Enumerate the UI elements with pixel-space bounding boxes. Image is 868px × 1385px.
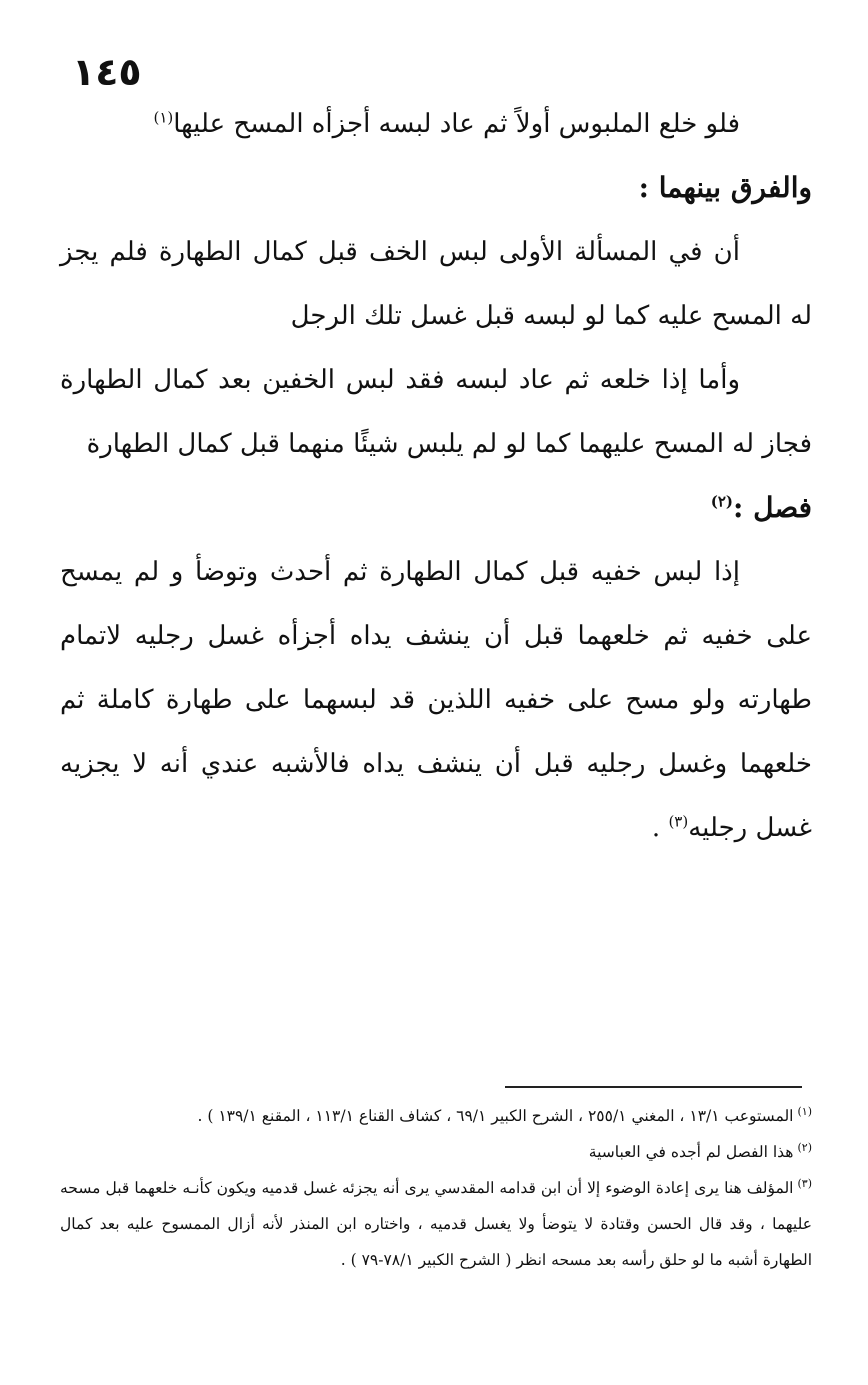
footnote-marker: (١) bbox=[797, 1104, 812, 1118]
footnote-marker: (٣) bbox=[797, 1176, 812, 1190]
footnote-ref-1: (١) bbox=[153, 108, 174, 127]
paragraph-text: فلو خلع الملبوس أولاً ثم عاد لبسه أجزأه المسح عليها bbox=[173, 109, 740, 139]
main-text bbox=[60, 92, 812, 860]
paragraph-1 bbox=[60, 92, 812, 156]
footnote-3 bbox=[60, 1170, 812, 1278]
heading-text: فصل : bbox=[733, 491, 812, 524]
footnotes bbox=[60, 1098, 812, 1278]
section-heading-fasl bbox=[60, 476, 812, 540]
paragraph-text: أن في المسألة الأولى لبس الخف قبل كمال الطهارة فلم يجز له المسح عليه كما لو لبسه قبل غسل تلك الرجل bbox=[60, 237, 812, 331]
section-heading-difference bbox=[60, 156, 812, 220]
page-number: ١٤٥ bbox=[72, 50, 142, 94]
footnote-text: هذا الفصل لم أجده في العباسية bbox=[588, 1143, 794, 1161]
footnote-1 bbox=[60, 1098, 812, 1134]
footnote-marker: (٢) bbox=[797, 1140, 812, 1154]
footnote-2 bbox=[60, 1134, 812, 1170]
footnote-text: المستوعب ١٣/١ ، المغني ٢٥٥/١ ، الشرح الكبير ٦٩/١ ، كشاف القناع ١١٣/١ ، المقنع ١٣٩/١ ) . bbox=[197, 1107, 794, 1125]
paragraph-text: إذا لبس خفيه قبل كمال الطهارة ثم أحدث وتوضأ و لم يمسح على خفيه ثم خلعهما قبل أن ينشف يداه أجزأه غسل رجليه لاتمام طهارته ولو مسح على خفيه اللذين قد لبسهما على طهارة كاملة ثم خلعهما وغسل رجليه قبل أن ينشف يداه فالأشبه عندي أنه لا يجزيه غسل رجليه bbox=[60, 557, 812, 843]
heading-text: والفرق بينهما : bbox=[638, 171, 812, 204]
footnote-text: المؤلف هنا يرى إعادة الوضوء إلا أن ابن قدامه المقدسي يرى أنه يجزئه غسل قدميه ويكون كأنـه خلعهما قبل مسحه عليهما ، وقد قال الحسن وقتادة لا يتوضأ ولا يغسل قدميه ، واختاره ابن المنذر لأنه أزال الممسوح عليه بعد كمال الطهارة أشبه ما لو حلق رأسه بعد مسحه انظر ( الشرح الكبير ٧٨/١-٧٩ ) . bbox=[60, 1179, 812, 1269]
footnote-ref-3: (٣) bbox=[668, 812, 689, 831]
paragraph-tail: . bbox=[651, 813, 669, 843]
footnote-ref-2: (٢) bbox=[710, 492, 734, 511]
footnote-divider bbox=[505, 1086, 802, 1088]
paragraph-2 bbox=[60, 220, 812, 348]
paragraph-text: وأما إذا خلعه ثم عاد لبسه فقد لبس الخفين بعد كمال الطهارة فجاز له المسح عليهما كما لو لم يلبس شيئًا منهما قبل كمال الطهارة bbox=[60, 365, 812, 459]
paragraph-3 bbox=[60, 348, 812, 476]
paragraph-4 bbox=[60, 540, 812, 860]
